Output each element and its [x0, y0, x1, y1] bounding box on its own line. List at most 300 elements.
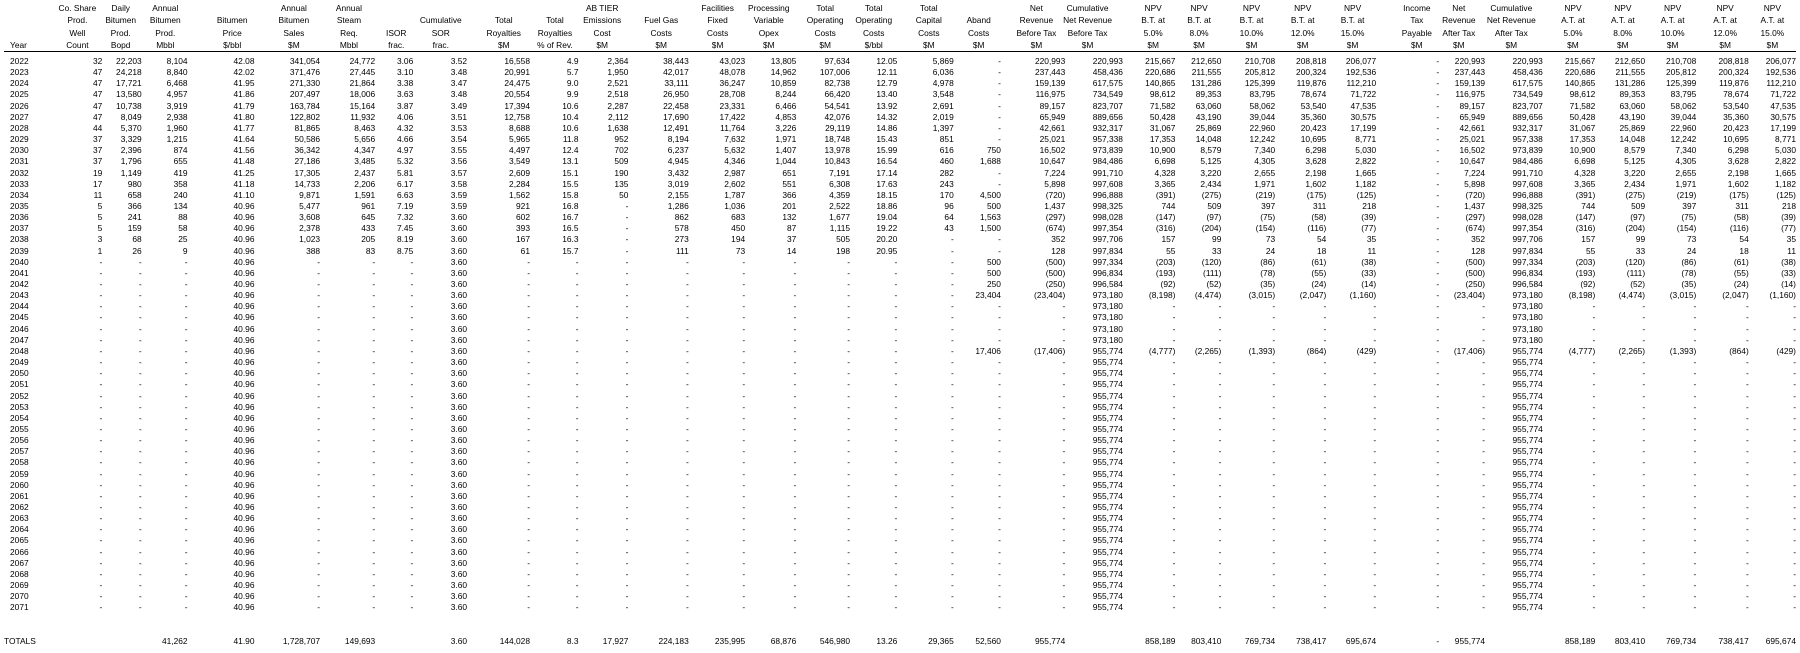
cell-tax: - — [1436, 100, 1440, 111]
cell-netrev_bt: - — [1062, 580, 1066, 591]
cell-npv_bt12: - — [1323, 412, 1327, 423]
cell-npv_at5: - — [1592, 423, 1596, 434]
column-header-line: NPV — [1564, 3, 1582, 14]
column-header-fuel — [634, 1, 689, 51]
cell-npv_at5: (8,198) — [1568, 290, 1596, 301]
cell-npv_bt8: - — [1218, 557, 1222, 568]
cell-tier: - — [625, 301, 629, 312]
table-row — [0, 56, 1800, 67]
cell-wells: - — [99, 513, 103, 524]
cell-fac: - — [742, 457, 746, 468]
cell-daily: 1,796 — [120, 156, 142, 167]
column-header-line: Bopd — [110, 39, 131, 50]
cell-proc: 1,044 — [775, 156, 797, 167]
cell-npv_bt5: (147) — [1155, 212, 1176, 223]
cell-cumrev_bt: 955,774 — [1092, 602, 1123, 613]
cell-sales: - — [317, 591, 321, 602]
cell-npv_bt15: 1,665 — [1355, 167, 1377, 178]
cell-netrev_at: (720) — [1465, 189, 1486, 200]
cell-wells: - — [99, 580, 103, 591]
cell-steam: - — [372, 368, 376, 379]
cell-cumrev_at: 458,436 — [1512, 67, 1543, 78]
total-aband: 52,560 — [975, 636, 1001, 646]
cell-tax: - — [1436, 178, 1440, 189]
cell-isor: - — [410, 535, 414, 546]
cell-npv_bt15: (38) — [1361, 256, 1377, 267]
cell-fuel: - — [685, 345, 689, 356]
cell-wells: 11 — [93, 189, 103, 200]
cell-npv_at10: (75) — [1681, 212, 1697, 223]
cell-npv_at10: - — [1693, 602, 1697, 613]
cell-netrev_at: - — [1482, 323, 1486, 334]
cell-npv_bt12: - — [1323, 479, 1327, 490]
cell-fac: - — [742, 279, 746, 289]
cell-npv_at5: (316) — [1575, 223, 1596, 234]
cell-year: 2055 — [10, 423, 29, 434]
cell-csor: 3.60 — [450, 256, 468, 267]
cell-npv_bt8: - — [1218, 580, 1222, 591]
cell-annual_bit: - — [184, 379, 188, 390]
cell-csor: 3.60 — [450, 535, 468, 546]
cell-sales: - — [317, 301, 321, 312]
cell-price: 40.96 — [233, 513, 255, 524]
cell-netrev_at: (674) — [1465, 223, 1486, 234]
cell-netrev_bt: - — [1062, 591, 1066, 602]
cell-npv_at10: 205,812 — [1666, 67, 1697, 78]
cell-cumrev_at: 220,993 — [1512, 56, 1543, 66]
cell-tax: - — [1436, 67, 1440, 78]
cell-wells: - — [99, 435, 103, 446]
cell-opbbl: 12.05 — [876, 56, 898, 66]
cell-price: 41.95 — [233, 78, 255, 89]
cell-fuel: 22,458 — [663, 100, 689, 111]
cell-roy_pct: 5.7 — [566, 67, 579, 78]
cell-cumrev_bt: 889,656 — [1092, 111, 1123, 122]
cell-npv_bt10: - — [1272, 490, 1276, 501]
cell-fuel: 1,286 — [667, 200, 689, 211]
cell-npv_bt15: - — [1373, 490, 1377, 501]
cell-npv_bt5: - — [1172, 334, 1176, 345]
cell-proc: 87 — [786, 223, 797, 234]
cell-npv_at8: (52) — [1630, 279, 1646, 289]
cell-tax: - — [1436, 345, 1440, 356]
cell-npv_at12: 3,628 — [1727, 156, 1749, 167]
column-header-year — [10, 1, 40, 51]
cell-npv_bt10: - — [1272, 334, 1276, 345]
cell-steam: 645 — [361, 212, 376, 223]
total-fuel: 224,183 — [658, 636, 689, 646]
cell-netrev_at: 16,502 — [1459, 145, 1486, 156]
cell-npv_bt15: - — [1373, 423, 1377, 434]
cell-npv_at10: - — [1693, 301, 1697, 312]
cell-cumrev_bt: 973,180 — [1092, 290, 1123, 301]
cell-royalties: - — [527, 290, 530, 301]
cell-npv_at15: - — [1793, 468, 1796, 479]
cell-sales: 371,476 — [289, 67, 321, 78]
cell-price: 41.86 — [233, 89, 255, 100]
cell-opcost: - — [847, 401, 851, 412]
cell-tier: - — [625, 423, 629, 434]
cell-capital: 96 — [944, 200, 954, 211]
cell-sales: - — [317, 457, 321, 468]
cell-daily: 17,721 — [116, 78, 142, 89]
cell-npv_bt15: (39) — [1361, 212, 1377, 223]
column-header-line: Before Tax — [1016, 27, 1057, 38]
cell-npv_at12: 311 — [1735, 200, 1749, 211]
cell-royalties: - — [527, 435, 530, 446]
cell-csor: 3.60 — [450, 345, 468, 356]
cell-aband: - — [998, 457, 1001, 468]
cell-tier: - — [625, 524, 629, 535]
table-row — [0, 268, 1800, 279]
cell-npv_bt15: 30,575 — [1350, 111, 1377, 122]
cell-proc: - — [793, 368, 797, 379]
cell-cumrev_at: 984,486 — [1512, 156, 1543, 167]
column-header-line: $M — [922, 39, 935, 50]
cell-npv_at15: - — [1793, 490, 1796, 501]
cell-year: 2068 — [10, 568, 29, 579]
cell-cumrev_bt: 957,338 — [1092, 134, 1123, 145]
cell-npv_at12: - — [1745, 435, 1749, 446]
cell-wells: - — [99, 323, 103, 334]
cell-tier: - — [625, 345, 629, 356]
cell-daily: 10,738 — [116, 100, 142, 111]
column-header-line: Year — [10, 39, 27, 50]
total-npv_bt15: 695,674 — [1345, 636, 1377, 646]
cell-price: 40.96 — [233, 334, 255, 345]
cell-netrev_at: (250) — [1465, 279, 1486, 289]
cell-npv_bt10: - — [1272, 412, 1276, 423]
cell-isor: - — [410, 290, 414, 301]
cell-proc: - — [793, 312, 797, 323]
cell-proc: - — [793, 390, 797, 401]
cell-opcost: - — [847, 546, 851, 557]
cell-wells: - — [99, 524, 103, 535]
cell-csor: 3.57 — [450, 167, 468, 178]
cell-annual_bit: - — [184, 334, 188, 345]
column-header-line: $M — [1147, 39, 1159, 50]
cell-npv_bt15: - — [1373, 557, 1377, 568]
cell-price: 40.96 — [233, 312, 255, 323]
cell-wells: - — [99, 256, 103, 267]
cell-year: 2037 — [10, 223, 29, 234]
cell-roy_pct: - — [575, 301, 579, 312]
column-header-line: NPV — [1343, 3, 1362, 14]
cell-year: 2047 — [10, 334, 29, 345]
cell-tier: 509 — [614, 156, 629, 167]
cell-npv_at12: - — [1745, 446, 1749, 457]
cell-year: 2052 — [10, 390, 29, 401]
cell-npv_bt10: (1,393) — [1248, 345, 1276, 356]
cell-daily: - — [138, 345, 142, 356]
column-header-line: $M — [1296, 39, 1309, 50]
cell-daily: - — [138, 290, 142, 301]
cell-tax: - — [1436, 457, 1440, 468]
cell-fuel: 12,491 — [663, 122, 689, 133]
cell-opbbl: - — [894, 334, 898, 345]
cell-roy_pct: 9.0 — [566, 78, 579, 89]
cell-cumrev_at: 997,354 — [1512, 223, 1543, 234]
cell-netrev_bt: 25,021 — [1039, 134, 1066, 145]
cell-npv_bt5: 4,328 — [1154, 167, 1176, 178]
cell-cumrev_bt: 997,706 — [1092, 234, 1123, 245]
cell-opcost: 10,843 — [824, 156, 851, 167]
cell-aband: - — [998, 602, 1001, 613]
cell-npv_at10: 125,399 — [1666, 78, 1697, 89]
cell-npv_at12: - — [1745, 423, 1749, 434]
cell-npv_bt12: - — [1323, 524, 1327, 535]
cell-tax: - — [1436, 323, 1440, 334]
cell-sales: - — [317, 334, 321, 345]
cell-npv_bt12: - — [1323, 568, 1327, 579]
table-row — [0, 279, 1800, 290]
cell-tier: - — [625, 557, 629, 568]
cell-netrev_bt: (17,406) — [1034, 345, 1066, 356]
cell-csor: 3.60 — [450, 468, 468, 479]
cell-npv_bt5: 71,582 — [1149, 100, 1176, 111]
cell-npv_bt15: 192,536 — [1345, 67, 1377, 78]
cell-npv_bt5: - — [1172, 323, 1176, 334]
cell-proc: - — [793, 468, 797, 479]
cell-npv_bt10: 125,399 — [1244, 78, 1276, 89]
cell-annual_bit: - — [184, 513, 188, 524]
cell-steam: - — [372, 379, 376, 390]
cell-annual_bit: - — [184, 557, 188, 568]
cell-wells: - — [99, 446, 103, 457]
cell-opbbl: - — [894, 368, 898, 379]
cell-royalties: 602 — [516, 212, 530, 223]
cell-npv_at5: - — [1592, 379, 1596, 390]
cell-npv_bt10: 12,242 — [1249, 134, 1276, 145]
cell-npv_bt5: (4,777) — [1148, 345, 1176, 356]
cell-npv_at8: 43,190 — [1619, 111, 1646, 122]
cell-npv_at15: - — [1793, 457, 1796, 468]
cell-roy_pct: - — [575, 323, 579, 334]
column-header-line: Capital — [915, 15, 942, 26]
cell-npv_at5: - — [1592, 502, 1596, 512]
cell-npv_at8: 3,220 — [1624, 167, 1646, 178]
cell-npv_at15: (38) — [1781, 256, 1796, 267]
cell-netrev_bt: 7,224 — [1044, 167, 1066, 178]
cell-annual_bit: - — [184, 423, 188, 434]
cell-netrev_at: 220,993 — [1454, 56, 1486, 66]
cell-npv_bt10: (86) — [1260, 256, 1276, 267]
cell-fac: - — [742, 301, 746, 312]
table-row — [0, 457, 1800, 468]
cell-tier: - — [625, 490, 629, 501]
table-row — [0, 502, 1800, 513]
cell-fac: - — [742, 412, 746, 423]
cell-npv_bt12: (2,047) — [1299, 290, 1327, 301]
cell-npv_bt5: - — [1172, 580, 1176, 591]
cell-npv_bt10: (154) — [1255, 223, 1276, 234]
cell-npv_bt5: 215,667 — [1145, 56, 1176, 66]
cell-royalties: - — [527, 301, 530, 312]
cell-fac: - — [742, 524, 746, 535]
cell-npv_at12: - — [1745, 334, 1749, 345]
cell-fac: 2,602 — [724, 178, 746, 189]
cell-netrev_bt: 128 — [1051, 245, 1066, 256]
cell-npv_at12: 6,298 — [1727, 145, 1749, 156]
cell-npv_at12: 35,360 — [1723, 111, 1749, 122]
cell-wells: - — [99, 479, 103, 490]
cell-npv_bt12: - — [1323, 401, 1327, 412]
cell-sales: - — [317, 435, 321, 446]
cell-steam: 21,864 — [349, 78, 376, 89]
column-header-line: A.T. at — [1610, 15, 1635, 26]
cell-cumrev_bt: 991,710 — [1092, 167, 1123, 178]
cell-npv_bt5: - — [1172, 312, 1176, 323]
cell-tier: - — [625, 200, 629, 211]
table-row — [0, 547, 1800, 558]
table-row — [0, 156, 1800, 167]
cell-sales: 341,054 — [289, 56, 321, 66]
total-npv_bt8: 803,410 — [1191, 636, 1222, 646]
cell-csor: 3.55 — [450, 145, 468, 156]
column-header-line: $M — [1453, 39, 1465, 50]
cell-wells: 17 — [92, 178, 103, 189]
cell-proc: - — [793, 557, 797, 568]
cell-daily: - — [138, 557, 142, 568]
cell-fuel: - — [685, 323, 689, 334]
cell-roy_pct: 16.8 — [562, 200, 579, 211]
cell-price: 40.96 — [233, 200, 255, 211]
cell-csor: 3.60 — [450, 368, 468, 379]
cell-cumrev_bt: 998,325 — [1092, 200, 1123, 211]
cell-sales: - — [317, 557, 321, 568]
cell-tax: - — [1436, 535, 1440, 546]
cell-netrev_at: (297) — [1465, 212, 1486, 223]
cell-cumrev_at: 955,774 — [1512, 580, 1543, 591]
column-header-npv_bt12 — [1279, 1, 1326, 51]
cell-royalties: - — [527, 580, 530, 591]
cell-netrev_bt: - — [1062, 513, 1066, 524]
cell-year: 2043 — [10, 290, 29, 301]
cell-npv_at5: - — [1592, 479, 1596, 490]
cell-npv_bt8: - — [1218, 468, 1222, 479]
cell-npv_at15: (33) — [1781, 267, 1796, 278]
cell-isor: 7.45 — [396, 223, 414, 234]
total-steam: 149,693 — [344, 636, 376, 646]
cell-daily: - — [138, 457, 142, 468]
cell-aband: - — [998, 334, 1001, 345]
cell-price: 40.96 — [233, 345, 255, 356]
cell-annual_bit: 1,215 — [166, 134, 188, 145]
cell-npv_at12: - — [1745, 524, 1749, 535]
cell-npv_at15: - — [1793, 502, 1796, 512]
cell-opbbl: - — [894, 435, 898, 446]
cell-isor: 8.75 — [396, 245, 414, 256]
cell-price: 40.96 — [233, 490, 255, 501]
cell-npv_at12: 119,876 — [1719, 78, 1749, 89]
cell-tax: - — [1436, 256, 1440, 267]
cell-npv_bt8: - — [1218, 412, 1222, 423]
cell-year: 2039 — [10, 245, 29, 256]
cell-aband: - — [998, 379, 1001, 390]
cell-aband: - — [998, 401, 1001, 412]
cell-capital: - — [950, 546, 954, 557]
cell-sales: 122,802 — [289, 111, 321, 122]
column-header-line: 5.0% — [1143, 27, 1163, 38]
cell-opbbl: 15.99 — [876, 145, 898, 156]
cell-npv_bt8: - — [1218, 301, 1222, 312]
cell-proc: - — [793, 513, 797, 524]
cell-npv_at12: 54 — [1739, 234, 1749, 245]
column-header-wells — [52, 1, 102, 51]
cell-npv_bt5: - — [1172, 502, 1176, 512]
column-header-line: 10.0% — [1660, 27, 1685, 38]
column-header-line: 8.0% — [1189, 27, 1209, 38]
table-row — [0, 591, 1800, 602]
column-header-line: Income — [1403, 3, 1431, 14]
cell-steam: 2,206 — [354, 178, 376, 189]
cell-capital: - — [950, 435, 954, 446]
cell-royalties: - — [527, 524, 530, 535]
cell-npv_bt8: 63,060 — [1195, 100, 1222, 111]
cell-npv_bt12: 208,818 — [1296, 56, 1327, 66]
cell-npv_at8: 63,060 — [1619, 100, 1646, 111]
cell-sales: - — [317, 279, 321, 289]
cell-fuel: - — [685, 401, 689, 412]
cell-npv_bt12: - — [1323, 546, 1327, 557]
cell-royalties: 20,991 — [504, 67, 530, 78]
cell-tax: - — [1436, 502, 1440, 512]
cell-npv_bt5: (316) — [1155, 223, 1176, 234]
cell-npv_at10: - — [1693, 390, 1697, 401]
cell-netrev_bt: (23,404) — [1034, 290, 1066, 301]
column-header-line: B.T. at — [1290, 15, 1315, 26]
column-header-line: $M — [1245, 39, 1258, 50]
cell-proc: - — [793, 267, 797, 278]
cell-netrev_bt: - — [1062, 423, 1066, 434]
cell-fac: 28,708 — [719, 89, 746, 100]
cell-npv_bt10: - — [1272, 457, 1276, 468]
cell-fuel: - — [685, 591, 689, 602]
cell-tier: 2,364 — [607, 56, 629, 66]
cell-tax: - — [1436, 145, 1440, 156]
cell-csor: 3.60 — [450, 423, 468, 434]
cell-cumrev_bt: 973,180 — [1092, 334, 1123, 345]
cell-npv_at10: (3,015) — [1669, 290, 1697, 301]
column-header-line: $M — [1666, 39, 1679, 50]
cell-npv_bt5: 31,067 — [1149, 122, 1176, 133]
cell-fac: 43,023 — [719, 56, 746, 66]
cell-npv_at12: - — [1745, 301, 1749, 312]
cell-tax: - — [1436, 167, 1440, 178]
cell-tier: - — [625, 513, 629, 524]
cell-steam: 961 — [361, 200, 376, 211]
cell-npv_at15: - — [1793, 580, 1796, 591]
cell-proc: 551 — [782, 178, 797, 189]
cell-npv_at10: - — [1693, 368, 1697, 379]
column-header-line: Total — [546, 15, 564, 26]
cell-price: 40.96 — [233, 290, 255, 301]
cell-npv_bt15: - — [1373, 368, 1377, 379]
cell-npv_bt10: (78) — [1260, 267, 1276, 278]
table-row — [0, 435, 1800, 446]
cell-wells: 47 — [92, 89, 103, 100]
cell-wells: - — [99, 535, 103, 546]
cell-royalties: - — [527, 602, 530, 613]
cell-npv_at8: (2,265) — [1618, 345, 1646, 356]
cell-royalties: - — [527, 468, 530, 479]
cell-isor: - — [410, 457, 414, 468]
cell-steam: - — [372, 535, 376, 546]
cell-opcost: - — [847, 580, 851, 591]
cell-capital: 4,978 — [932, 78, 954, 89]
cell-npv_bt5: - — [1172, 602, 1176, 613]
cell-annual_bit: 88 — [178, 212, 188, 223]
